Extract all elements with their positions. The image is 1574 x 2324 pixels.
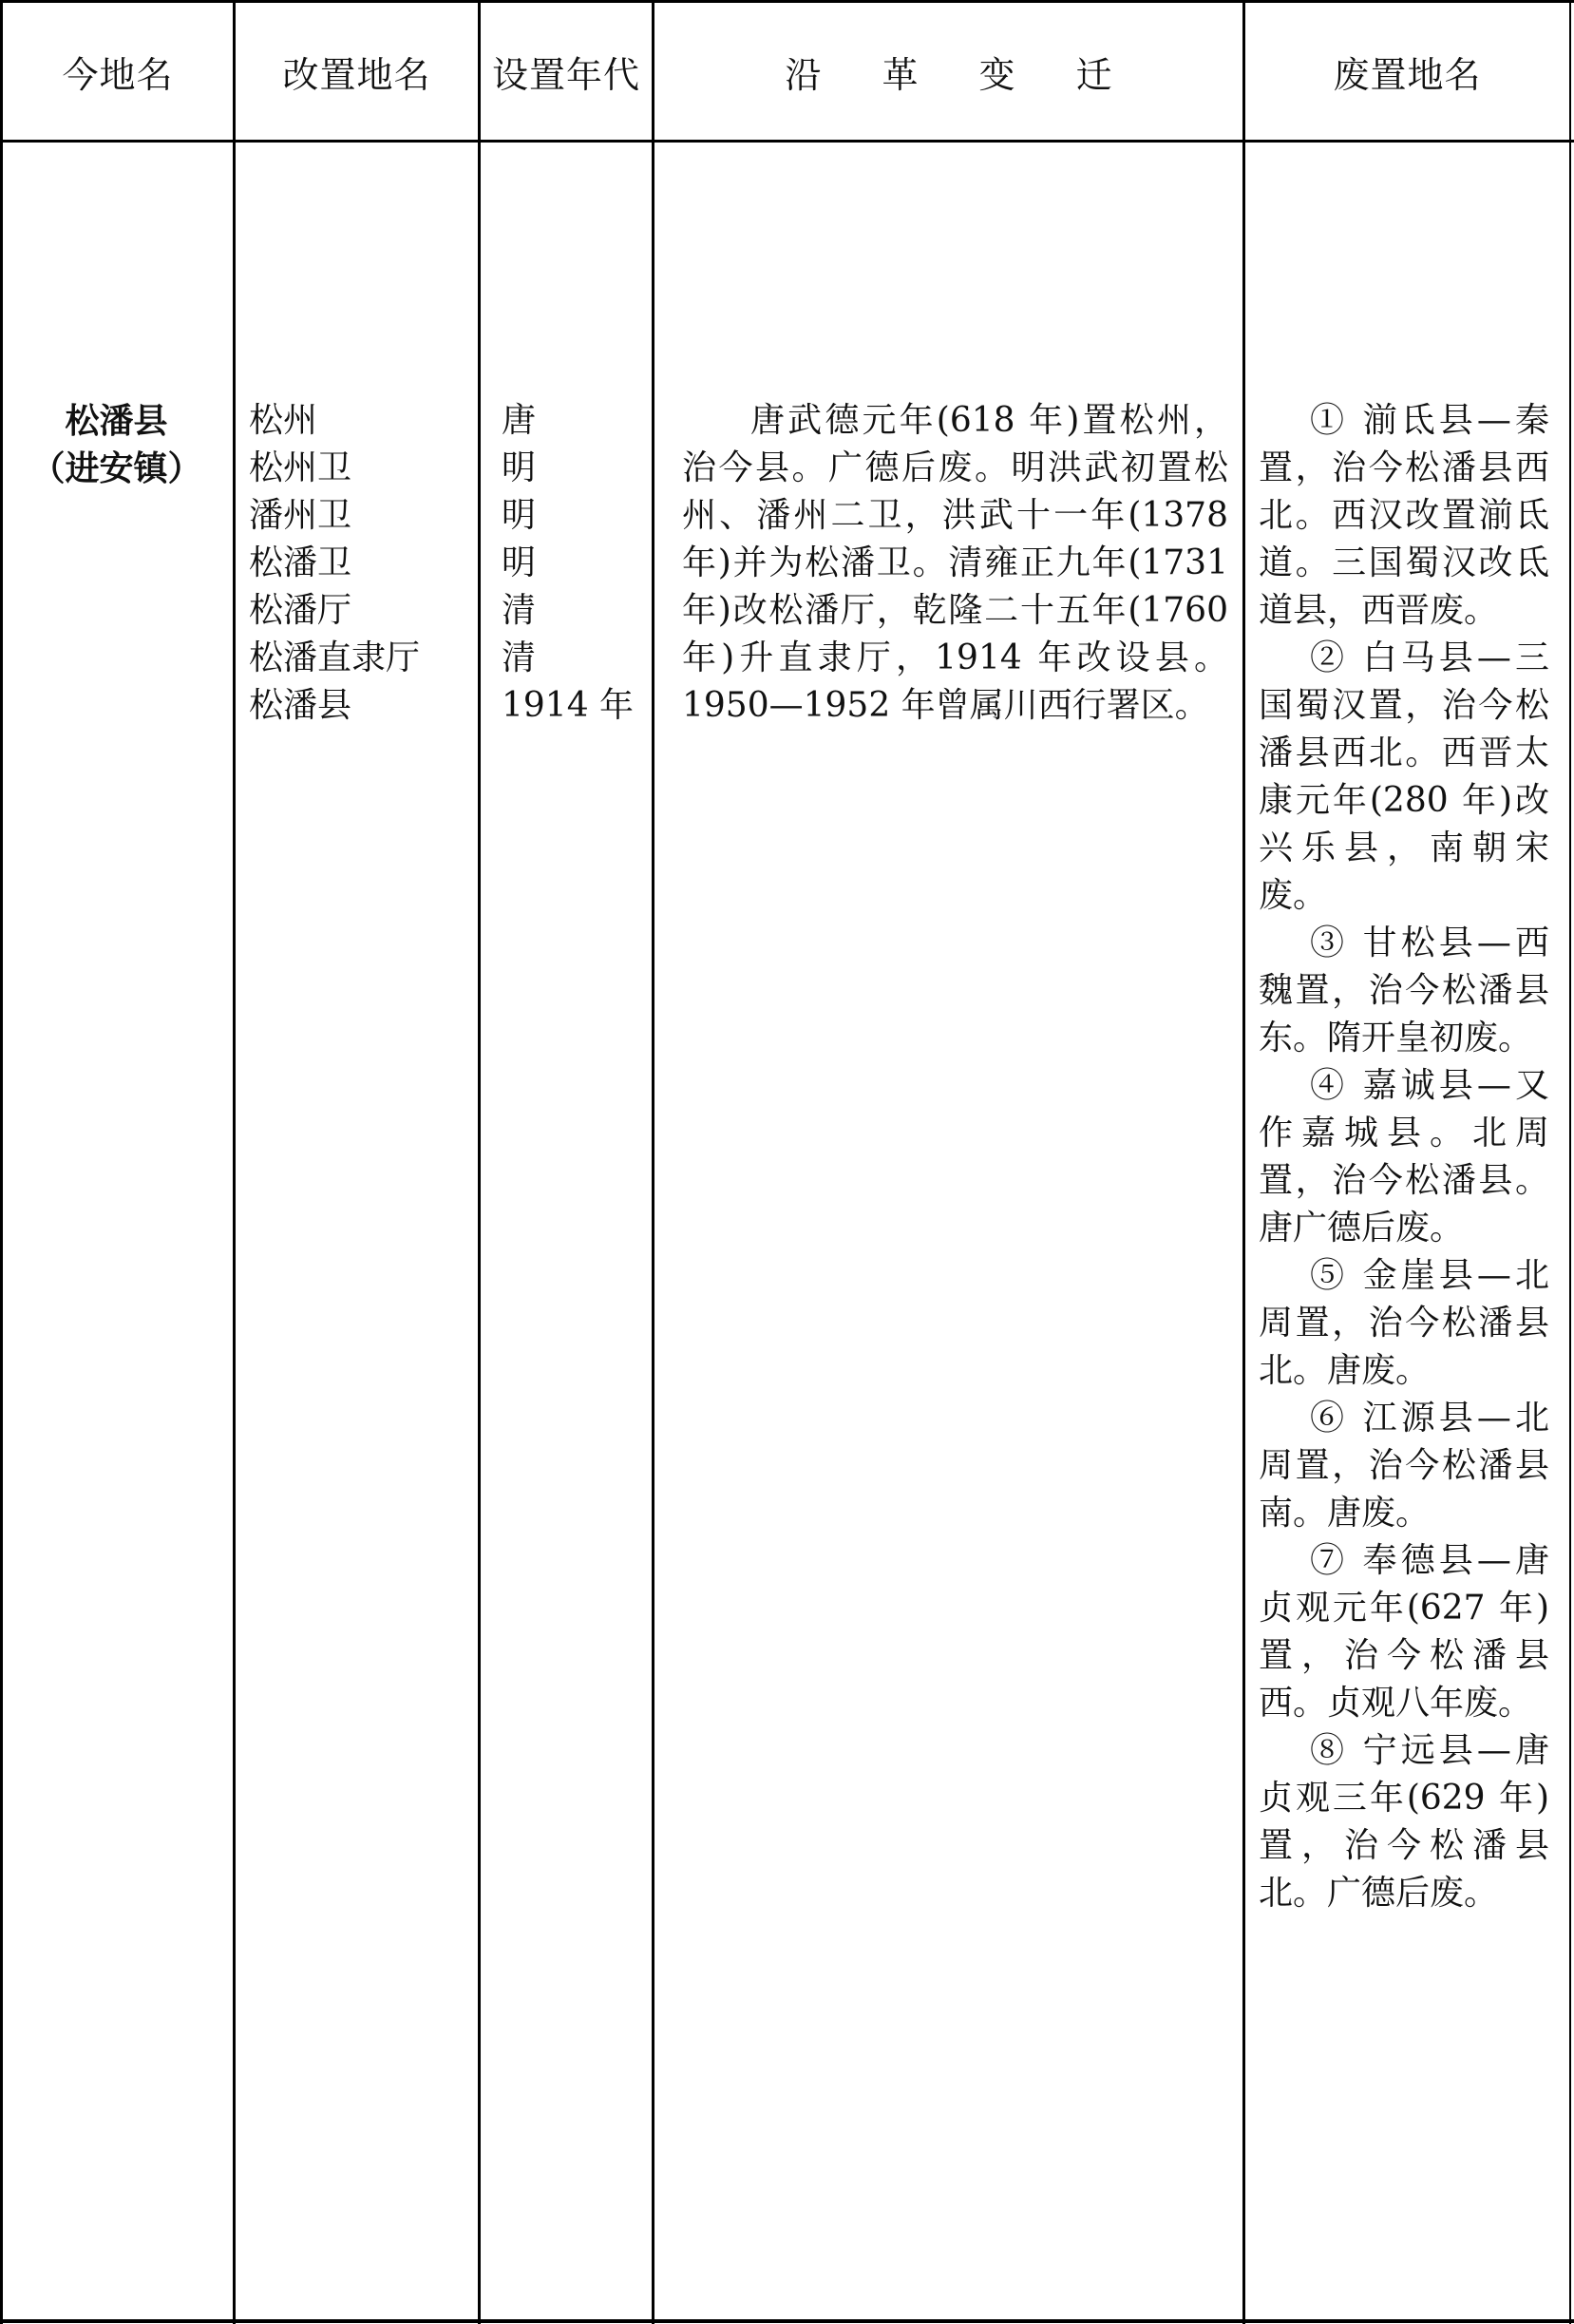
- col-divider-2: [478, 0, 481, 2324]
- abolished-entry: ① 湔氐县—秦置，治今松潘县西北。西汉改置湔氐道。三国蜀汉改氐道县，西晋废。: [1259, 401, 1549, 630]
- col-divider-1: [233, 0, 236, 2324]
- header-current-name: 今地名: [62, 53, 174, 96]
- header-renamed-name: 改置地名: [282, 53, 431, 96]
- header-history: 沿 革 变 迁: [785, 53, 1137, 96]
- header-established-era: 设置年代: [491, 53, 640, 96]
- county-seat: （进安镇）: [30, 448, 202, 488]
- established-era: 明: [502, 448, 537, 487]
- col-divider-left: [0, 0, 3, 2324]
- established-era: 1914 年: [502, 686, 635, 725]
- abolished-entry: ② 白马县—三国蜀汉置，治今松潘县西北。西晋太康元年(280 年)改兴乐县，南朝宋废。: [1259, 638, 1549, 915]
- abolished-names-list: [1259, 397, 1549, 1917]
- col-divider-right: [1569, 0, 1571, 2324]
- abolished-entry: ⑥ 江源县—北周置，治今松潘县南。唐废。: [1259, 1399, 1549, 1533]
- renamed-name: 松潘卫: [249, 543, 352, 582]
- county-name: 松潘县: [65, 401, 168, 441]
- renamed-name: 松州卫: [249, 448, 352, 487]
- established-era: 清: [502, 638, 537, 677]
- abolished-entry: ⑤ 金崖县—北周置，治今松潘县北。唐废。: [1259, 1256, 1549, 1390]
- established-era: 清: [502, 591, 537, 630]
- history-text: 唐武德元年(618 年)置松州，治今县。广德后废。明洪武初置松州、潘州二卫，洪武十一年(1378 年)并为松潘卫。清雍正九年(1731 年)改松潘厅，乾隆二十五年(1760 年)升直隶厅，1914 年改设县。1950—1952 年曾属川西行署区。: [682, 401, 1228, 725]
- established-era: 唐: [502, 401, 537, 440]
- renamed-name: 松潘直隶厅: [249, 638, 421, 677]
- col-divider-3: [652, 0, 654, 2324]
- renamed-name: 松潘县: [249, 686, 352, 725]
- current-county-cell: [19, 397, 214, 492]
- abolished-entry: ⑧ 宁远县—唐贞观三年(629 年)置，治今松潘县北。广德后废。: [1259, 1731, 1549, 1913]
- renamed-name: 潘州卫: [249, 496, 352, 535]
- renamed-name: 松潘厅: [249, 591, 352, 630]
- abolished-entry: ⑦ 奉德县—唐贞观元年(627 年)置，治今松潘县西。贞观八年废。: [1259, 1541, 1549, 1723]
- established-eras-list: [502, 397, 634, 730]
- header-abolished-names: 废置地名: [1333, 53, 1482, 96]
- table-bottom-border: [0, 2319, 1574, 2323]
- renamed-names-list: [249, 397, 420, 730]
- abolished-entry: ④ 嘉诚县—又作嘉城县。北周置，治今松潘县。唐广德后废。: [1259, 1066, 1549, 1248]
- established-era: 明: [502, 543, 537, 582]
- established-era: 明: [502, 496, 537, 535]
- abolished-entry: ③ 甘松县—西魏置，治今松潘县东。隋开皇初废。: [1259, 924, 1549, 1057]
- renamed-name: 松州: [249, 401, 318, 440]
- col-divider-4: [1242, 0, 1245, 2324]
